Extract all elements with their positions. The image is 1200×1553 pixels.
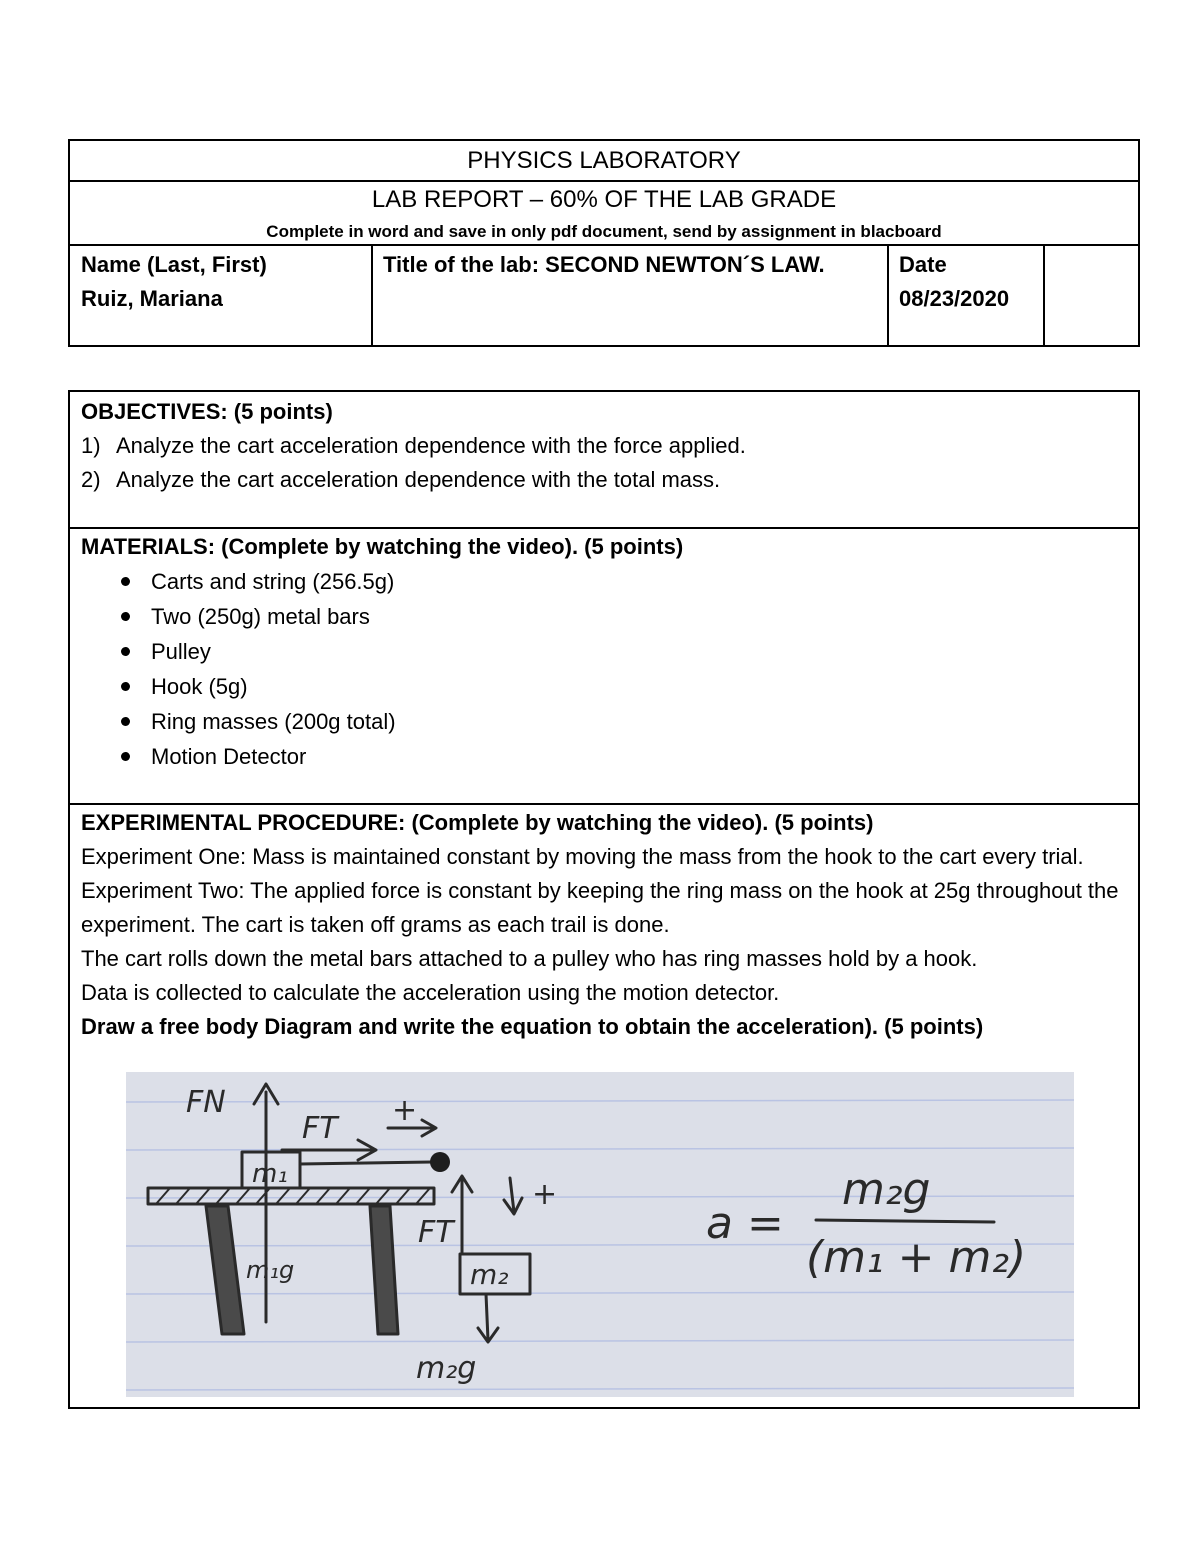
procedure-section bbox=[81, 806, 1127, 1044]
free-body-diagram-photo bbox=[126, 1072, 1074, 1397]
label-ft-side: FT bbox=[418, 1215, 454, 1250]
diagram-prompt: Draw a free body Diagram and write the equation to obtain the acceleration). (5 points) bbox=[81, 1014, 984, 1039]
list-item: Hook (5g) bbox=[121, 669, 1127, 704]
procedure-text: Experiment Two: The applied force is constant by keeping the ring mass on the hook at 25g throughout the experiment. The cart is taken off grams as each trail is done. bbox=[81, 878, 1119, 937]
date-value: 08/23/2020 bbox=[899, 286, 1010, 311]
instructions-text: Complete in word and save in only pdf document, send by assignment in blacboard bbox=[266, 222, 942, 241]
procedure-heading: EXPERIMENTAL PROCEDURE: (Complete by watching the video). (5 points) bbox=[81, 810, 874, 835]
lab-report-subtitle: LAB REPORT – 60% OF THE LAB GRADE bbox=[371, 186, 837, 213]
label-plus-right: + bbox=[392, 1093, 418, 1128]
divider bbox=[70, 803, 1138, 805]
list-item: Carts and string (256.5g) bbox=[121, 564, 1127, 599]
lab-title: PHYSICS LABORATORY bbox=[467, 147, 741, 174]
fraction-bar bbox=[816, 1220, 994, 1222]
lab-title-field: Title of the lab: SECOND NEWTON´S LAW. bbox=[383, 252, 825, 277]
objective-item: 1) Analyze the cart acceleration dependence with the force applied. bbox=[81, 433, 746, 458]
list-item: Motion Detector bbox=[121, 739, 1127, 774]
label-m2: m₂ bbox=[470, 1258, 509, 1291]
objectives-section bbox=[81, 395, 1127, 497]
divider bbox=[70, 527, 1138, 529]
materials-section bbox=[81, 530, 1127, 774]
list-item: Ring masses (200g total) bbox=[121, 704, 1127, 739]
label-m1g: m₁g bbox=[246, 1256, 295, 1284]
divider bbox=[1043, 244, 1045, 345]
pulley bbox=[430, 1152, 450, 1172]
header-table bbox=[68, 139, 1140, 347]
divider bbox=[70, 180, 1138, 182]
label-m1: m₁ bbox=[252, 1159, 288, 1189]
label-fn: FN bbox=[186, 1085, 226, 1120]
objective-item: 2) Analyze the cart acceleration dependence with the total mass. bbox=[81, 467, 721, 492]
procedure-text: Experiment One: Mass is maintained constant by moving the mass from the hook to the cart every trial. bbox=[81, 844, 1084, 869]
equation-numerator: m₂g bbox=[842, 1164, 931, 1215]
equation-lhs: a = bbox=[706, 1198, 784, 1249]
label-m2g: m₂g bbox=[416, 1351, 477, 1386]
free-body-diagram bbox=[126, 1072, 1074, 1397]
table-leg-right bbox=[370, 1206, 398, 1334]
equation-denominator: (m₁ + m₂) bbox=[806, 1232, 1027, 1283]
materials-list bbox=[81, 564, 1127, 774]
table-hatching bbox=[156, 1188, 430, 1204]
table-top bbox=[148, 1188, 434, 1204]
materials-heading: MATERIALS: (Complete by watching the video). (5 points) bbox=[81, 534, 684, 559]
objectives-heading: OBJECTIVES: (5 points) bbox=[81, 399, 333, 424]
divider bbox=[70, 244, 1138, 246]
date-label: Date bbox=[899, 252, 947, 277]
string bbox=[300, 1162, 432, 1164]
table-leg-left bbox=[206, 1206, 244, 1334]
divider bbox=[887, 244, 889, 345]
procedure-text: Data is collected to calculate the acceleration using the motion detector. bbox=[81, 980, 780, 1005]
label-plus-down: + bbox=[532, 1177, 558, 1212]
name-label: Name (Last, First) bbox=[81, 252, 267, 277]
name-value: Ruiz, Mariana bbox=[81, 286, 223, 311]
procedure-text: The cart rolls down the metal bars attached to a pulley who has ring masses hold by a hook. bbox=[81, 946, 978, 971]
list-item: Two (250g) metal bars bbox=[121, 599, 1127, 634]
weight-arrow bbox=[486, 1294, 488, 1340]
divider bbox=[371, 244, 373, 345]
label-ft-top: FT bbox=[302, 1111, 338, 1146]
list-item: Pulley bbox=[121, 634, 1127, 669]
